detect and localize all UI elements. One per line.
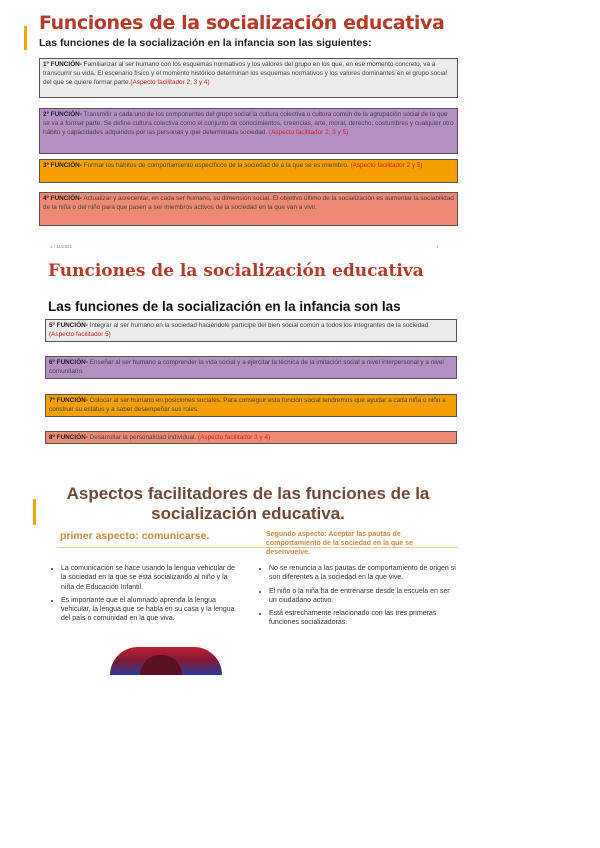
list-item: • El niño o la niña ha de entrenarse desde la escuela en ser un ciudadano activo. xyxy=(269,587,459,606)
slide-functions-2 xyxy=(30,252,462,464)
list-item: • Está estrechamente relacionado con las tres primeras funciones socializadoras. xyxy=(269,609,459,628)
slide-subtitle: Las funciones de la socialización en la infancia son las siguientes: xyxy=(39,37,372,49)
function-box-6 xyxy=(45,356,457,379)
function-label: 6º FUNCIÓN- xyxy=(49,359,88,366)
children-photo xyxy=(110,647,222,675)
function-text: Actualizar y acrecentar, en cada ser humano, su dimensión social. El objetivo último de la socialización es aumentar la sociabilidad de la niña o del niño para que pasen a ser miembros activos de la sociedad en la que van a vivir. xyxy=(43,195,454,211)
function-text: Formar los hábitos de comportamiento específicos de la sociedad de a la que se es miembro. xyxy=(81,162,351,169)
function-box-4 xyxy=(39,192,458,226)
function-box-1 xyxy=(39,58,458,98)
function-box-8 xyxy=(45,431,457,444)
function-box-5 xyxy=(45,319,457,342)
function-label: 2º FUNCIÓN- xyxy=(43,111,82,118)
function-text: Desarrollar la personalidad individual. xyxy=(87,434,199,441)
slide-title: Aspectos facilitadores de las funciones de la socialización educativa. xyxy=(66,484,430,523)
accent-bar xyxy=(24,26,27,50)
function-text: Integrar al ser humano en la sociedad haciéndole partícipe del bien social común a todos los integrantes de la sociedad. xyxy=(87,322,431,329)
slide-title: Funciones de la socialización educativa xyxy=(39,12,445,34)
page-footer-date: 1 / 11/2021 xyxy=(50,244,73,249)
aspect-reference: (Aspecto facilitador 2 y 5) xyxy=(350,162,423,169)
divider xyxy=(58,547,458,548)
photo-figure xyxy=(140,655,182,675)
slide-title: Funciones de la socialización educativa xyxy=(48,261,424,281)
list-item: • La comunicación se hace usando la lengua vehicular de la sociedad en la que se está socializando al niño y la niña de Educación Infantil. xyxy=(61,564,241,592)
slide-facilitating-aspects xyxy=(38,476,458,676)
function-box-3 xyxy=(39,159,458,183)
function-label: 3º FUNCIÓN- xyxy=(43,162,82,169)
function-label: 7º FUNCIÓN- xyxy=(49,397,88,404)
function-text: Enseñar al ser humano a comprender la vida social y a ejercitar la técnica de la imitación social a nivel interpersonal y a nivel comunitario. xyxy=(49,359,444,375)
function-text: Colocar al ser humano en posiciones sociales. Para conseguir esta función social tendremos que ayudar a cada niña o niño a construir su estatus y a saber desempeñar sus roles. xyxy=(49,397,446,413)
aspect-reference: (Aspecto facilitador 2, 3 y 5) xyxy=(268,128,349,136)
function-label: 4º FUNCIÓN- xyxy=(43,195,82,202)
second-aspect-list xyxy=(258,564,459,632)
accent-bar xyxy=(33,499,36,525)
aspect-reference: (Aspecto facilitador 3 y 4) xyxy=(198,434,271,441)
first-aspect-heading: primer aspecto: comunicarse. xyxy=(60,530,210,542)
function-label: 5º FUNCIÓN- xyxy=(49,322,88,329)
function-label: 1º FUNCIÓN- xyxy=(43,61,82,68)
page-number: 1 xyxy=(436,244,439,249)
function-text: Familiarizar al ser humano con los esquemas normativos y los valores del grupo en los que, en ese momento concreto, va a transcurrir su vida. El escenario físico y el momento histórico determinan los esquemas normativos y los valores dominantes en el grupo social del que se quiere formar parte. xyxy=(43,61,447,86)
second-aspect-heading: Segundo aspecto: Aceptar las pautas de comportamiento de la sociedad en la que se desenvuelve. xyxy=(266,531,414,556)
function-label: 8º FUNCIÓN- xyxy=(49,434,88,441)
aspect-reference: (Aspecto facilitador 5) xyxy=(49,330,111,338)
list-item: • No se renuncia a las pautas de comportamiento de origen si son diferentes a la sociedad en la que vive. xyxy=(269,564,459,583)
function-text: Transmitir a cada uno de los componentes del grupo social la cultura colectiva o cultura común de la agrupación social de la que se va a formar parte. Se define cultura colectiva como el conjunto de conocimientos, creencias, arte, moral, derecho, costumbres y cualquier otro hábito y capacidades adquiridos por las personas y que determinada sociedad. xyxy=(43,111,454,136)
first-aspect-list xyxy=(50,564,241,628)
list-item: • Es importante que el alumnado aprenda la lengua vehicular, la lengua que se habla en su casa y la lengua del país o comunidad en la que viva. xyxy=(61,596,241,624)
function-box-2 xyxy=(39,108,458,154)
function-box-7 xyxy=(45,394,457,417)
aspect-reference: (Aspecto facilitador 2, 3 y 4) xyxy=(130,78,210,86)
slide-functions-1 xyxy=(30,8,462,234)
slide-subtitle: Las funciones de la socialización en la infancia son las xyxy=(48,299,401,314)
